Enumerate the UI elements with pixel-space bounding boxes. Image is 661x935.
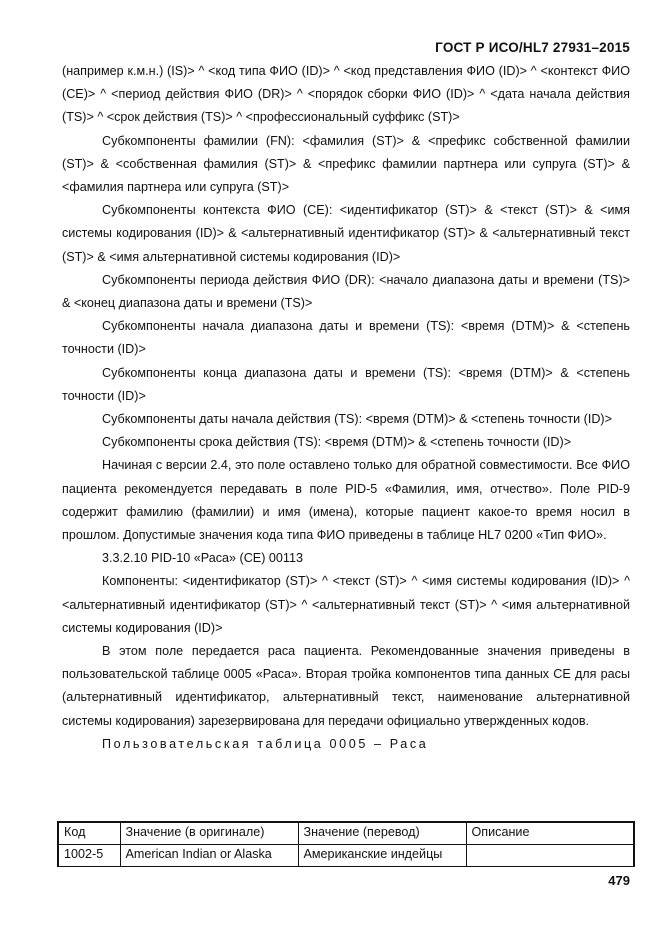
- column-header: Код: [58, 822, 120, 845]
- column-header: Значение (в оригинале): [120, 822, 298, 845]
- table-header-row: [58, 822, 634, 845]
- page-number: 479: [608, 873, 630, 888]
- document-header: ГОСТ Р ИСО/HL7 27931–2015: [435, 40, 630, 55]
- table-cell: [466, 845, 634, 867]
- paragraph: (например к.м.н.) (IS)> ^ <код типа ФИО (ID)> ^ <код представления ФИО (ID)> ^ <контекст ФИО (CE)> ^ <период действия ФИО (DR)> ^ <порядок сборки ФИО (ID)> ^ <дата начала действия (TS)> ^ <срок действия (TS)> ^ <профессиональный суффикс (ST)>: [62, 64, 630, 125]
- paragraph: Начиная с версии 2.4, это поле оставлено только для обратной совместимости. Все ФИО пациента рекомендуется передавать в поле PID-5 «Фамилия, имя, отчество». Поле PID-9 содержит фамилию (фамилии) и имя (имена), которые пациент какое-то время носил в прошлом. Допустимые значения кода типа ФИО приведены в таблице HL7 0200 «Тип ФИО».: [62, 458, 630, 543]
- section-heading: 3.3.2.10 PID-10 «Раса» (CE) 00113: [102, 551, 303, 566]
- paragraph: Субкомпоненты фамилии (FN): <фамилия (ST)> & <префикс собственной фамилии (ST)> & <собственная фамилия (ST)> & <префикс фамилии партнера или супруга (ST)> & <фамилия партнера или супруга (ST)>: [62, 133, 630, 195]
- table-cell: Американские индейцы: [298, 845, 466, 867]
- table-cell: American Indian or Alaska: [120, 845, 298, 867]
- document-body: [62, 60, 630, 756]
- race-table: [57, 821, 635, 867]
- paragraph: Субкомпоненты срока действия (TS): <время (DTM)> & <степень точности (ID)>: [102, 435, 572, 450]
- paragraph: Компоненты: <идентификатор (ST)> ^ <текст (ST)> ^ <имя системы кодирования (ID)> ^ <альтернативный идентификатор (ST)> ^ <альтернативный текст (ST)> ^ <имя альтернативной системы кодирования (ID)>: [62, 574, 630, 635]
- column-header: Значение (перевод): [298, 822, 466, 845]
- paragraph: Субкомпоненты контекста ФИО (CE): <идентификатор (ST)> & <текст (ST)> & <имя системы кодирования (ID)> & <альтернативный идентификатор (ST)> & <альтернативный текст (ST)> & <имя альтернативной системы кодирования (ID)>: [62, 203, 630, 264]
- table-cell: 1002-5: [58, 845, 120, 867]
- paragraph: Субкомпоненты конца диапазона даты и времени (TS): <время (DTM)> & <степень точности (ID)>: [62, 365, 630, 403]
- column-header: Описание: [466, 822, 634, 845]
- paragraph: Субкомпоненты даты начала действия (TS): <время (DTM)> & <степень точности (ID)>: [102, 412, 612, 427]
- paragraph: Субкомпоненты периода действия ФИО (DR): <начало диапазона даты и времени (TS)> & <конец диапазона даты и времени (TS)>: [62, 272, 630, 311]
- table-row: [58, 845, 634, 867]
- paragraph: В этом поле передается раса пациента. Рекомендованные значения приведены в пользовательской таблице 0005 «Раса». Вторая тройка компонентов типа данных CE для расы (альтернативный идентификатор, альтернативный текст, наименование альтернативной системы кодирования) зарезервирована для передачи официально утвержденных кодов.: [62, 644, 630, 728]
- table-caption: Пользовательская таблица 0005 – Раса: [102, 736, 429, 751]
- paragraph: Субкомпоненты начала диапазона даты и времени (TS): <время (DTM)> & <степень точности (ID)>: [62, 319, 630, 357]
